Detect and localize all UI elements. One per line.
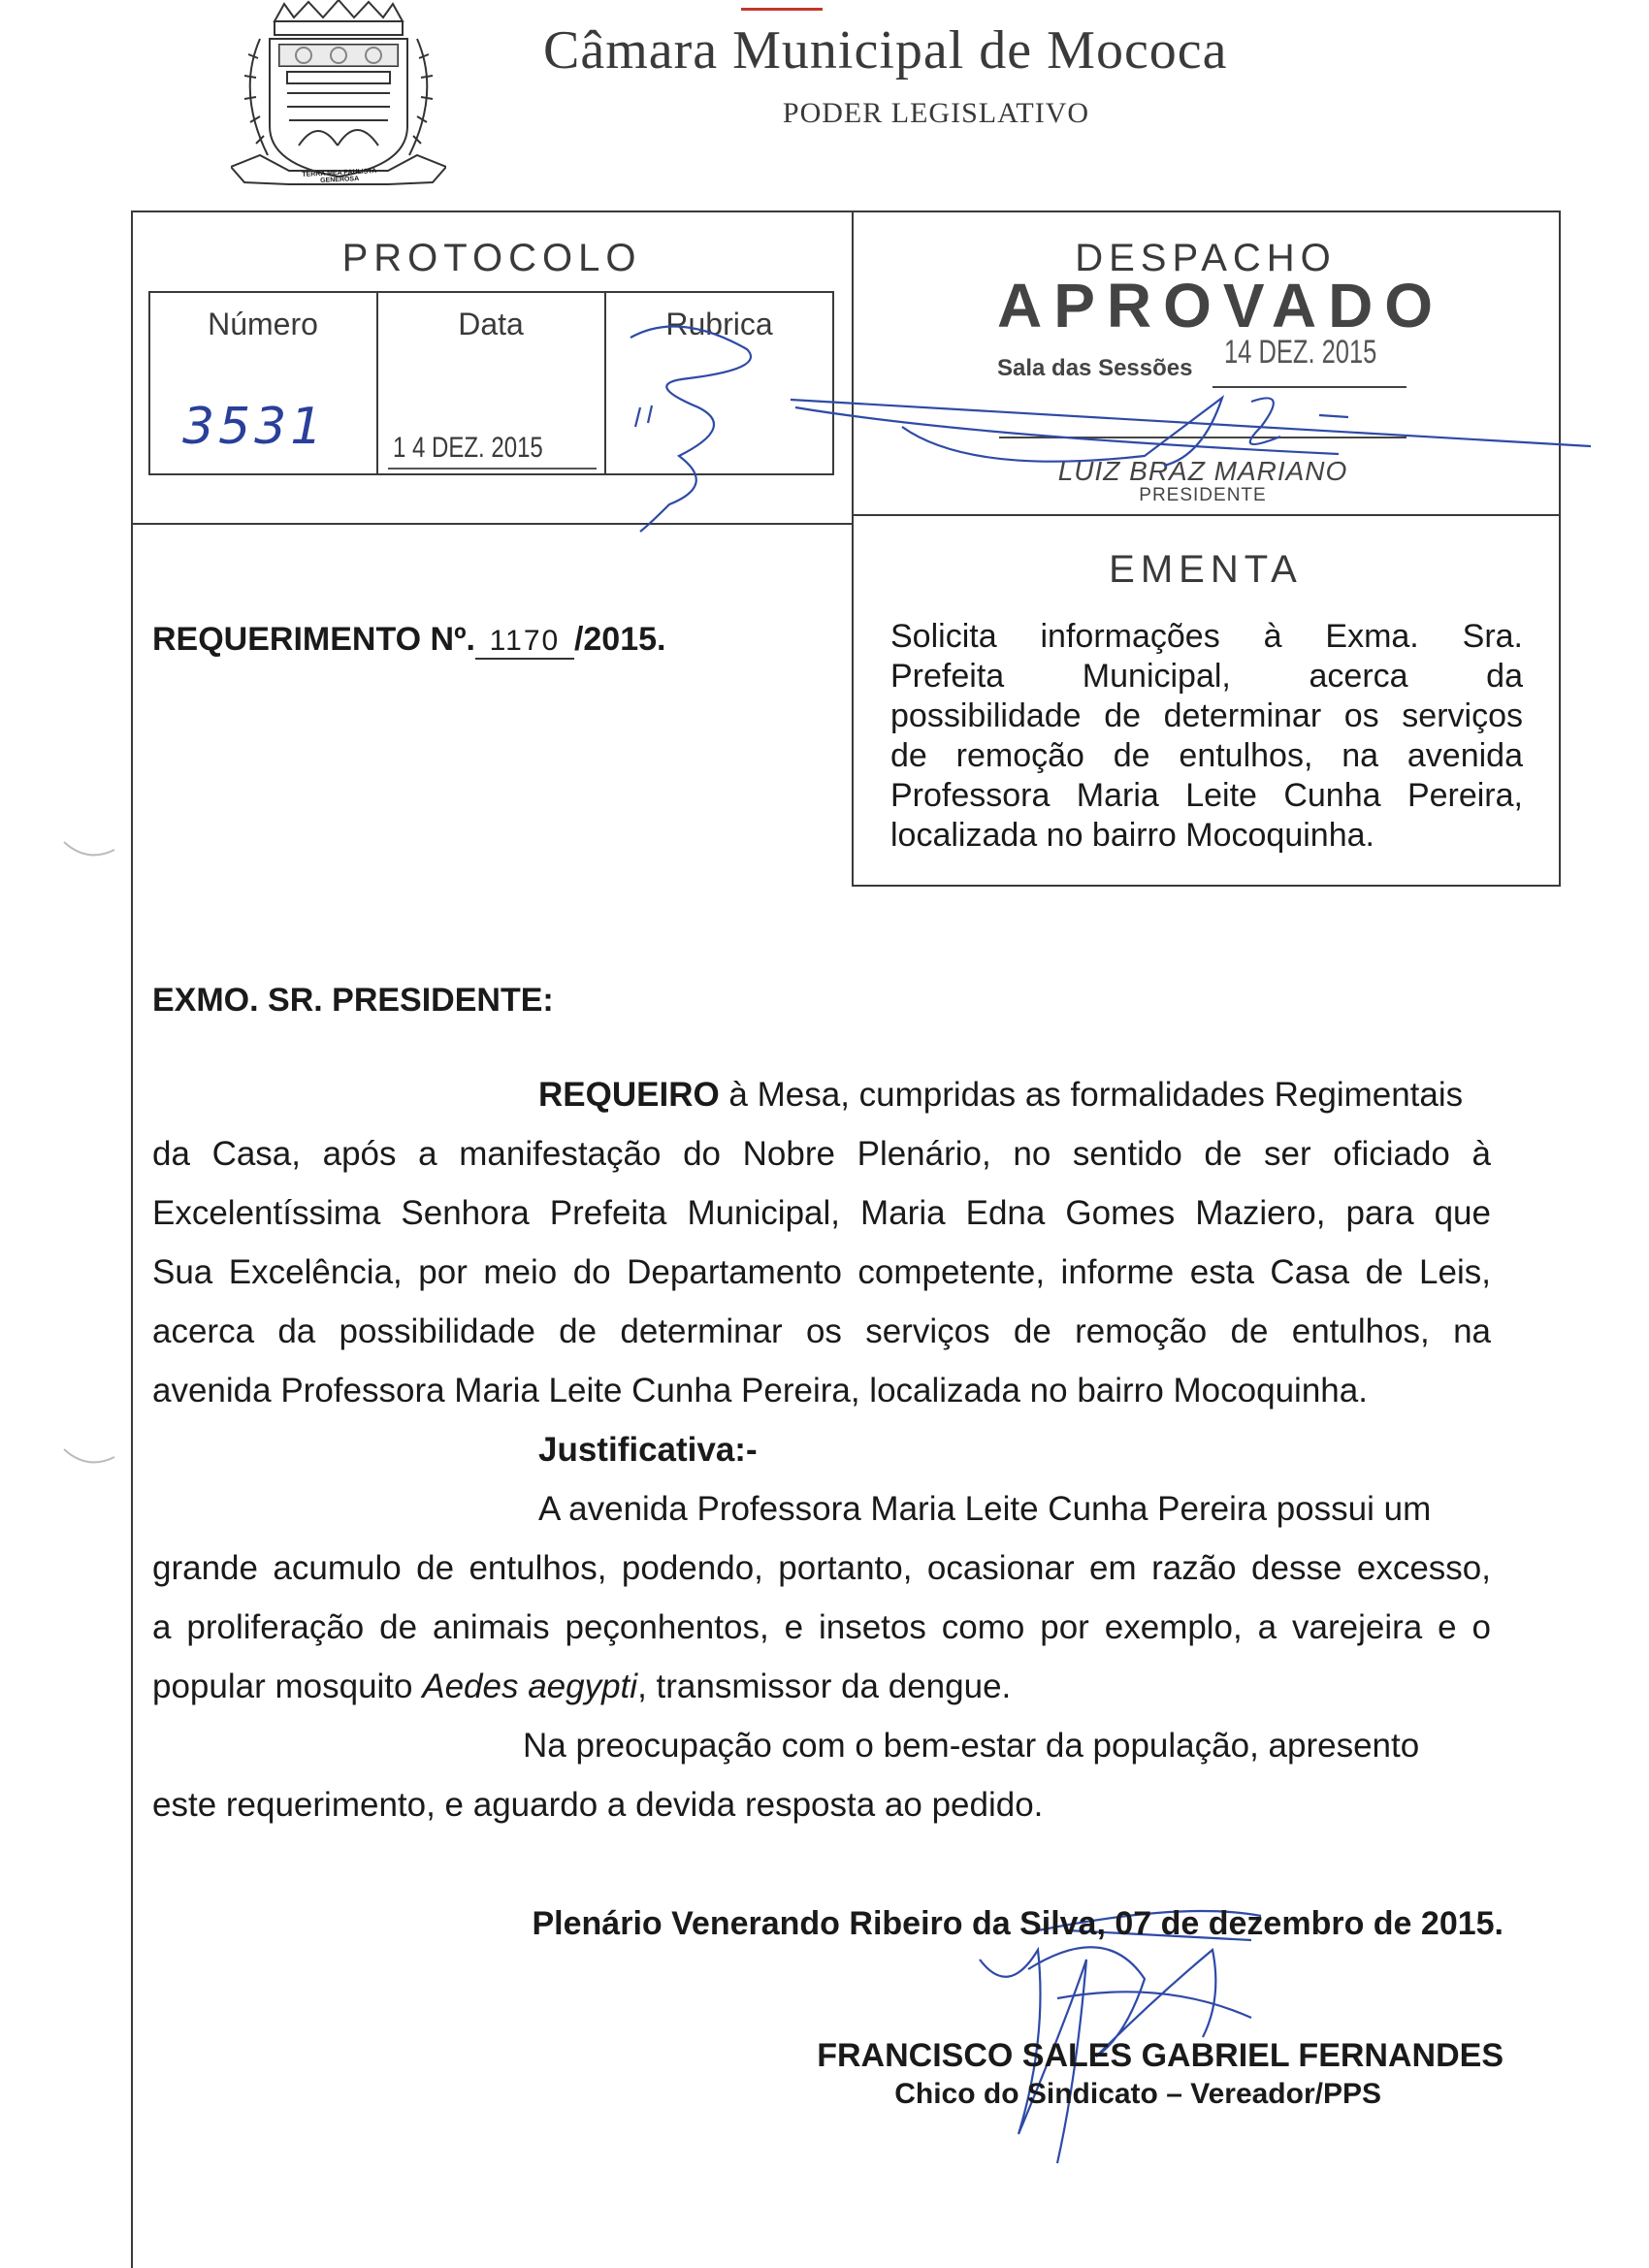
body-line: a proliferação de animais peçonhentos, e insetos como por exemplo, a varejeira e o <box>152 1608 1491 1646</box>
hole-punch-mark <box>60 836 118 865</box>
justificativa-heading: Justificativa:- <box>538 1431 758 1469</box>
institution-title: Câmara Municipal de Mococa <box>543 20 1228 81</box>
protocolo-col-rubrica: Rubrica <box>665 307 773 341</box>
crest-motto: TERRA MEA PAULISTA GENEROSA <box>302 167 377 185</box>
body-text-fragment: , transmissor da dengue. <box>637 1668 1012 1705</box>
signer-name: FRANCISCO SALES GABRIEL FERNANDES <box>817 2037 1504 2074</box>
date-line: Plenário Venerando Ribeiro da Silva, 07 de dezembro de 2015. <box>532 1905 1504 1942</box>
hole-punch-mark <box>60 1443 118 1473</box>
salutation: EXMO. SR. PRESIDENTE: <box>152 982 554 1019</box>
body-line: este requerimento, e aguardo a devida resposta ao pedido. <box>152 1786 1044 1824</box>
requerimento-suffix: /2015. <box>573 621 666 658</box>
ementa-line: localizada no bairro Mocoquinha. <box>890 817 1374 854</box>
body-line: Sua Excelência, por meio do Departamento competente, informe esta Casa de Leis, <box>152 1253 1491 1291</box>
requeiro-word: REQUEIRO <box>538 1076 720 1114</box>
body-line: Excelentíssima Senhora Prefeita Municipal, Maria Edna Gomes Maziero, para que <box>152 1194 1491 1232</box>
body-line <box>152 1657 1491 1716</box>
justification-first-line: A avenida Professora Maria Leite Cunha Pereira possui um <box>538 1490 1432 1528</box>
protocolo-numero-value: 3531 <box>182 398 327 456</box>
header-top-rule <box>741 8 823 11</box>
body-line: grande acumulo de entulhos, podendo, portanto, ocasionar em razão desse excesso, <box>152 1549 1491 1587</box>
despacho-stamp-date: 14 DEZ. 2015 <box>1224 334 1377 371</box>
ementa-line: Solicita informações à Exma. Sra. <box>890 618 1523 655</box>
requerimento-prefix: REQUERIMENTO Nº. <box>152 621 475 658</box>
despacho-date-underline <box>1212 386 1406 388</box>
frame-top-border <box>131 211 1561 212</box>
request-first-line <box>152 1065 1491 1124</box>
body-line: avenida Professora Maria Leite Cunha Pereira, localizada no bairro Mocoquinha. <box>152 1372 1368 1409</box>
ementa-line: Professora Maria Leite Cunha Pereira, <box>890 777 1523 814</box>
sala-das-sessoes-label: Sala das Sessões <box>997 355 1193 381</box>
closing-first-line: Na preocupação com o bem-estar da população, apresento <box>523 1727 1420 1765</box>
requerimento-title <box>152 621 665 660</box>
despacho-signer-name: LUIZ BRAZ MARIANO <box>1057 456 1348 486</box>
protocolo-heading: PROTOCOLO <box>341 237 642 279</box>
protocolo-bottom-rule <box>131 523 853 525</box>
despacho-heading: DESPACHO <box>1075 237 1337 279</box>
body-line: da Casa, após a manifestação do Nobre Plenário, no sentido de ser oficiado à <box>152 1135 1491 1173</box>
despacho-signature-line <box>999 437 1406 438</box>
ementa-line: Prefeita Municipal, acerca da <box>890 658 1523 695</box>
protocolo-col-data: Data <box>458 307 524 341</box>
body-line: acerca da possibilidade de determinar os serviços de remoção de entulhos, na <box>152 1312 1491 1350</box>
aprovado-stamp: APROVADO <box>997 271 1445 340</box>
ementa-line: possibilidade de determinar os serviços <box>890 697 1523 734</box>
requeiro-rest: à Mesa, cumpridas as formalidades Regimentais <box>719 1076 1464 1114</box>
municipal-crest <box>231 0 446 194</box>
signer-title: Chico do Sindicato – Vereador/PPS <box>894 2078 1381 2110</box>
protocolo-data-stamp: 1 4 DEZ. 2015 <box>393 432 543 464</box>
ementa-heading: EMENTA <box>1109 548 1303 591</box>
species-name: Aedes aegypti <box>422 1668 638 1705</box>
ementa-bottom-rule <box>852 885 1561 887</box>
requerimento-number: 1170 <box>475 625 574 660</box>
despacho-signer-role: PRESIDENTE <box>1139 485 1267 505</box>
despacho-bottom-rule <box>852 514 1560 516</box>
protocolo-col-numero: Número <box>208 307 318 341</box>
protocolo-data-underline <box>388 468 597 470</box>
frame-left-border <box>131 211 133 2268</box>
body-text-fragment: popular mosquito <box>152 1668 423 1705</box>
institution-subtitle: PODER LEGISLATIVO <box>782 97 1090 129</box>
ementa-text <box>890 617 1523 856</box>
request-paragraph <box>152 1065 1491 1834</box>
ementa-line: de remoção de entulhos, na avenida <box>890 737 1523 774</box>
